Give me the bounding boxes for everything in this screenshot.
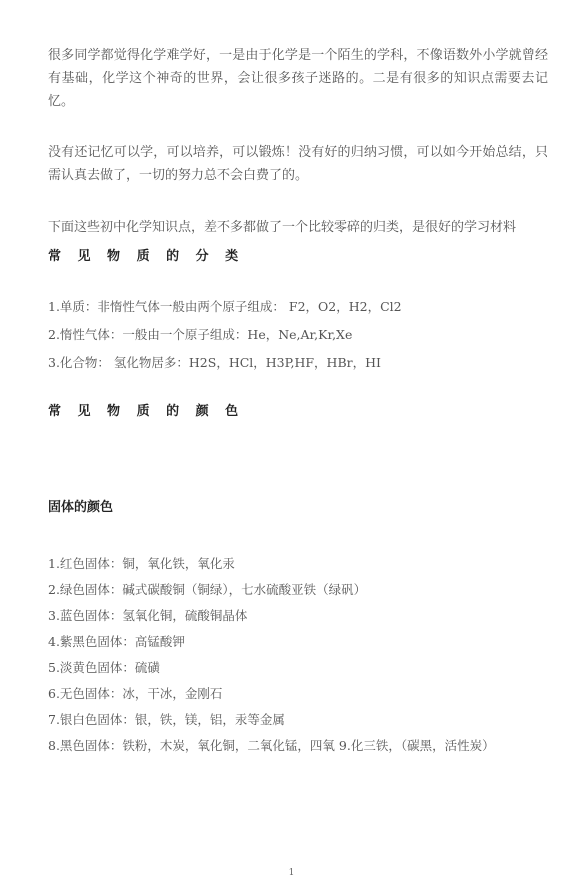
page-number: 1	[288, 868, 295, 878]
subheading-solid-colors: 固体的颜色	[48, 500, 114, 515]
list-item: 6.无色固体：冰，干冰，金刚石	[48, 686, 223, 701]
list-item: 4.紫黑色固体：高锰酸钾	[48, 634, 185, 649]
list-item: 3.化合物： 氢化物居多：H2S，HCl，H3P,HF，HBr，HI	[48, 355, 381, 370]
list-item: 5.淡黄色固体：硫磺	[48, 660, 160, 675]
classification-list	[48, 296, 548, 374]
list-item: 1.单质：非惰性气体一般由两个原子组成： F2，O2，H2，Cl2	[48, 299, 402, 314]
section-heading-classification: 常 见 物 质 的 分 类	[48, 249, 245, 264]
intro-paragraph-3: 下面这些初中化学知识点，差不多都做了一个比较零碎的归类，是很好的学习材料	[48, 220, 517, 235]
solid-colors-list	[48, 553, 548, 757]
intro-paragraph-2: 没有还记忆可以学，可以培养，可以锻炼！没有好的归纳习惯，可以如今开始总结，只需认真去做了，一切的努力总不会白费了的。	[48, 145, 548, 183]
document-page	[48, 34, 548, 757]
list-item: 2.绿色固体：碱式碳酸铜（铜绿），七水硫酸亚铁（绿矾）	[48, 582, 367, 597]
list-item: 7.银白色固体：银，铁，镁，铝，汞等金属	[48, 712, 285, 727]
list-item: 2.惰性气体：一般由一个原子组成：He，Ne,Ar,Kr,Xe	[48, 327, 353, 342]
list-item: 8.黑色固体：铁粉，木炭，氧化铜，二氧化锰，四氧 9.化三铁，（碳黑，活性炭）	[48, 738, 495, 753]
list-item: 3.蓝色固体：氢氧化铜，硫酸铜晶体	[48, 608, 248, 623]
list-item: 1.红色固体：铜，氧化铁，氧化汞	[48, 556, 235, 571]
section-heading-colors: 常 见 物 质 的 颜 色	[48, 404, 245, 419]
intro-paragraph-1: 很多同学都觉得化学难学好，一是由于化学是一个陌生的学科，不像语数外小学就曾经有基础，化学这个神奇的世界，会让很多孩子迷路的。二是有很多的知识点需要去记忆。	[48, 48, 548, 109]
